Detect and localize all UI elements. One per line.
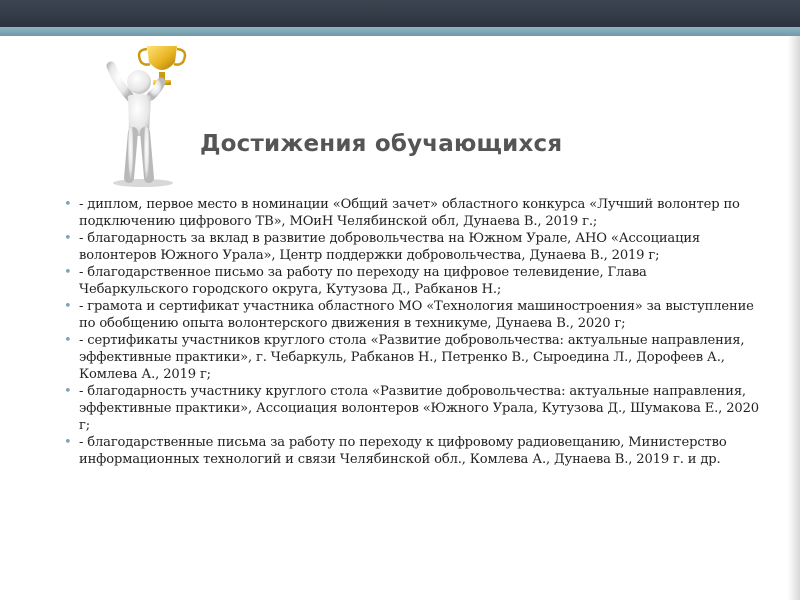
achievements-list: [64, 196, 760, 468]
bullet-icon: •: [64, 197, 72, 212]
bullet-icon: •: [64, 265, 72, 280]
list-item: [64, 230, 760, 264]
right-edge-shadow: [788, 36, 800, 600]
bullet-icon: •: [64, 231, 72, 246]
bullet-icon: •: [64, 333, 72, 348]
list-item-text: - благодарственные письма за работу по переходу к цифровому радиовещанию, Министерство информационных технологий и связи Челябинской обл., Комлева А., Дунаева В., 2019 г. и др.: [79, 435, 727, 467]
bullet-icon: •: [64, 435, 72, 450]
list-item-text: - благодарность за вклад в развитие добровольчества на Южном Урале, АНО «Ассоциация волонтеров Южного Урала», Центр поддержки добровольчества, Дунаева В., 2019 г;: [79, 231, 701, 263]
list-item: [64, 264, 760, 298]
list-item: [64, 434, 760, 468]
list-item-text: - благодарственное письмо за работу по переходу на цифровое телевидение, Глава Чебаркульского городского округа, Кутузова Д., Рабканов Н.;: [79, 265, 647, 297]
list-item-text: - диплом, первое место в номинации «Общий зачет» областного конкурса «Лучший волонтер по подключению цифрового ТВ», МОиН Челябинской обл, Дунаева В., 2019 г.;: [79, 197, 740, 229]
figure-with-trophy-icon: [95, 38, 215, 188]
accent-stripe: [0, 27, 800, 36]
bullet-icon: •: [64, 384, 72, 399]
list-item: [64, 332, 760, 383]
list-item-text: - грамота и сертификат участника областного МО «Технология машиностроения» за выступление по обобщению опыта волонтерского движения в техникуме, Дунаева В., 2020 г;: [79, 299, 754, 331]
slide-title: Достижения обучающихся: [200, 131, 563, 157]
list-item-text: - благодарность участнику круглого стола «Развитие добровольчества: актуальные направления, эффективные практики», Ассоциация волонтеров «Южного Урала, Кутузова Д., Шумакова Е., 2020 г;: [79, 384, 759, 433]
list-item: [64, 298, 760, 332]
list-item-text: - сертификаты участников круглого стола «Развитие добровольчества: актуальные направления, эффективные практики», г. Чебаркуль, Рабканов Н., Петренко В., Сыроедина Л., Дорофеев А., Комлева А., 2019 г;: [79, 333, 745, 382]
bullet-icon: •: [64, 299, 72, 314]
top-header-bar: [0, 0, 800, 27]
list-item: [64, 383, 760, 434]
list-item: [64, 196, 760, 230]
